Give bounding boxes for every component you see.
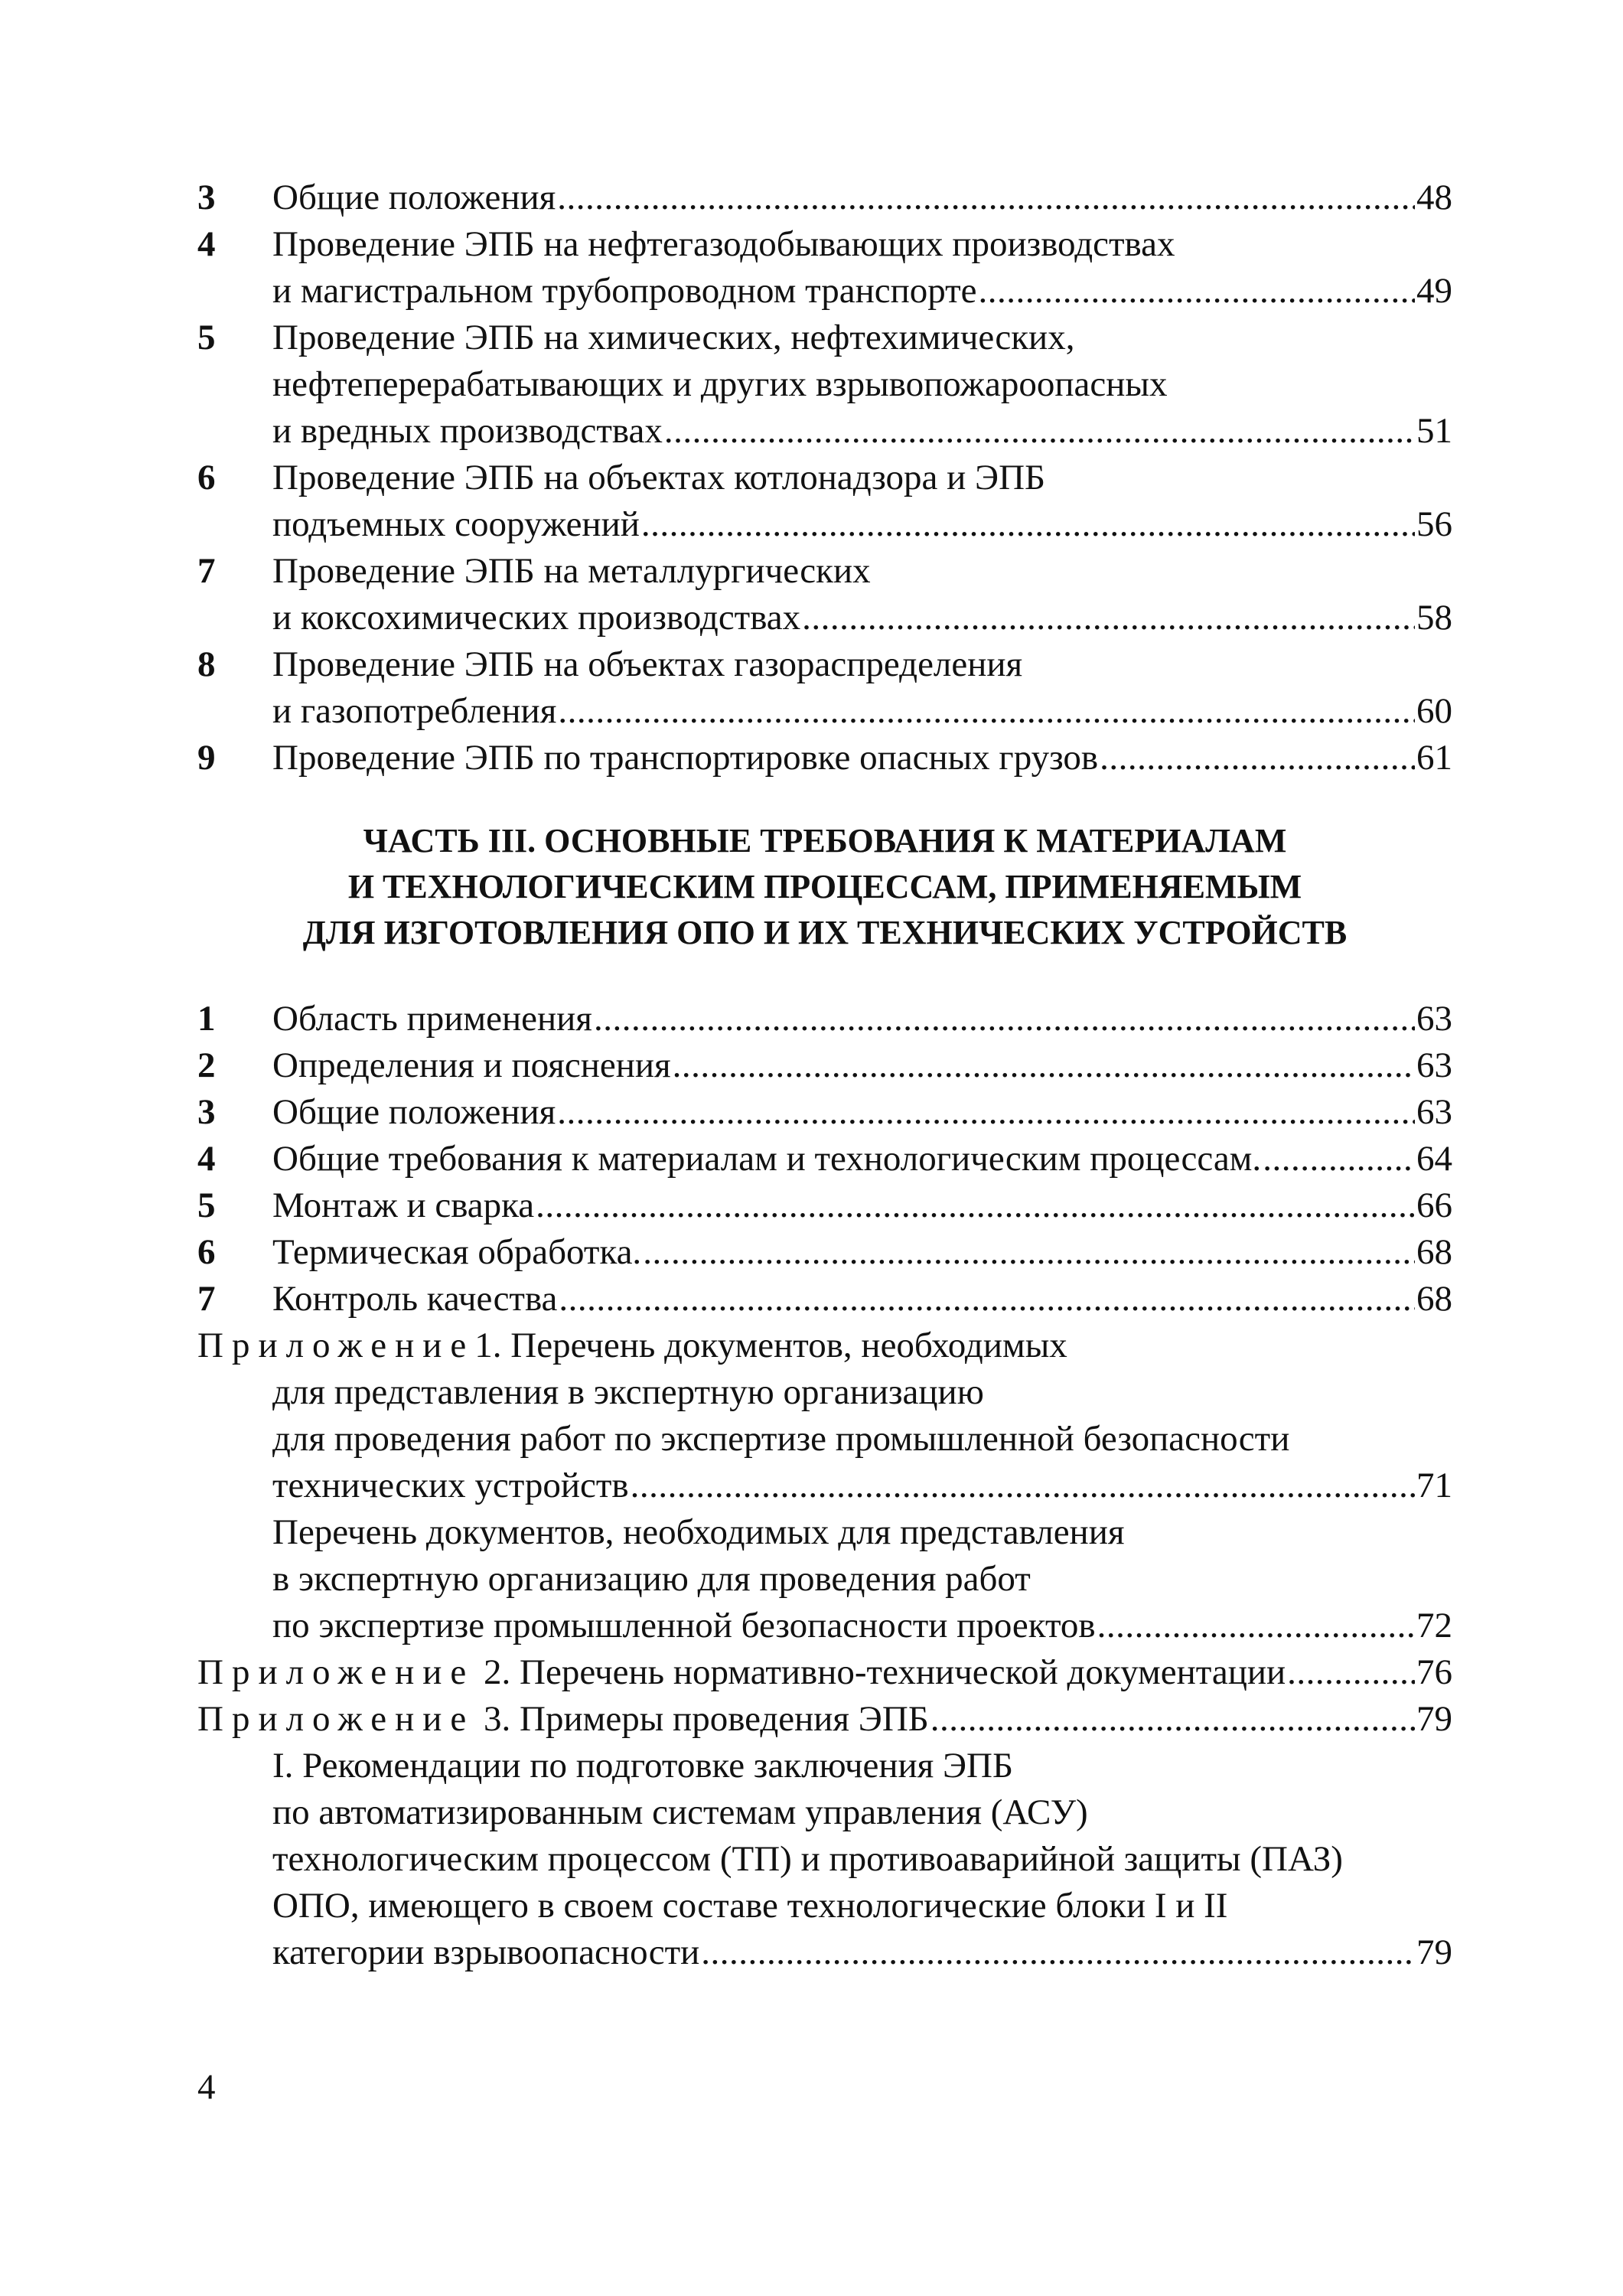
part-heading-line: ДЛЯ ИЗГОТОВЛЕНИЯ ОПО И ИХ ТЕХНИЧЕСКИХ УСТРОЙСТВ: [302, 914, 1348, 951]
toc-item-2-6: [197, 455, 1452, 548]
toc-item-2-9: [197, 735, 1452, 781]
toc-page-number: 64: [1416, 1139, 1452, 1179]
toc-item-3-1: [197, 996, 1452, 1042]
dot-leader: [643, 1229, 1415, 1276]
appendix-title-line: технических устройств: [272, 1466, 629, 1505]
toc-item-number: 4: [197, 224, 216, 264]
toc-item-title-line: Проведение ЭПБ на нефтегазодобывающих производствах: [272, 224, 1175, 264]
toc-item-number: 9: [197, 738, 216, 778]
dot-leader: [979, 268, 1415, 315]
toc-appendix-3: [197, 1696, 1452, 1976]
toc-item-3-5: [197, 1182, 1452, 1229]
toc-page-number: 79: [1416, 1932, 1452, 1972]
toc-item-number: 3: [197, 178, 216, 217]
toc-page-number: 72: [1416, 1606, 1452, 1645]
toc-item-title: Общие требования к материалам и технологическим процессам.: [272, 1139, 1262, 1179]
toc-page-number: 49: [1416, 271, 1452, 311]
dot-leader: [802, 595, 1415, 641]
dot-leader: [701, 1929, 1415, 1976]
toc-appendix-1: [197, 1322, 1452, 1649]
toc-item-number: 4: [197, 1139, 216, 1179]
dot-leader: [536, 1182, 1415, 1229]
toc-page-number: 68: [1416, 1232, 1452, 1272]
dot-leader: [557, 1089, 1415, 1136]
toc-page-number: 48: [1416, 178, 1452, 217]
toc-item-number: 3: [197, 1092, 216, 1132]
dot-leader: [559, 1276, 1415, 1322]
appendix-subitem-line: ОПО, имеющего в своем составе технологические блоки I и II: [272, 1886, 1228, 1926]
toc-page-number: 58: [1416, 598, 1452, 638]
toc-item-title-line: Проведение ЭПБ на объектах газораспределения: [272, 644, 1023, 684]
dot-leader: [631, 1463, 1415, 1509]
toc-page-number: 60: [1416, 691, 1452, 731]
appendix-subitem-line: по автоматизированным системам управления (АСУ): [272, 1792, 1088, 1832]
toc-item-number: 5: [197, 1186, 216, 1225]
toc-page-number: 61: [1416, 738, 1452, 778]
appendix-title-line: для проведения работ по экспертизе промышленной безопасности: [272, 1419, 1290, 1459]
appendix-title-line: в экспертную организацию для проведения работ: [272, 1559, 1031, 1599]
toc-item-2-5: [197, 315, 1452, 455]
toc-item-title-line: и магистральном трубопроводном транспорте: [272, 271, 977, 311]
toc-item-number: 8: [197, 644, 216, 684]
toc-item-number: 2: [197, 1045, 216, 1085]
dot-leader: [594, 996, 1415, 1042]
toc-item-title: Общие положения: [272, 1092, 556, 1132]
toc-item-number: 6: [197, 1232, 216, 1272]
dot-leader: [930, 1696, 1415, 1743]
toc-item-title-line: и вредных производствах: [272, 411, 663, 451]
toc-item-title-line: и коксохимических производствах: [272, 598, 801, 638]
toc-item-number: 7: [197, 551, 216, 591]
toc-item-title: Термическая обработка.: [272, 1232, 642, 1272]
appendix-subitem-line: I. Рекомендации по подготовке заключения ЭПБ: [272, 1746, 1013, 1786]
part-3-heading: [197, 818, 1452, 956]
table-of-contents: [197, 174, 1452, 1976]
toc-item-3-3: [197, 1089, 1452, 1136]
appendix-subitem-line: технологическим процессом (ТП) и противоаварийной защиты (ПАЗ): [272, 1839, 1343, 1879]
appendix-title-line: Перечень документов, необходимых для представления: [272, 1512, 1125, 1552]
toc-item-number: 7: [197, 1279, 216, 1319]
toc-page-number: 76: [1416, 1652, 1452, 1692]
toc-page-number: 68: [1416, 1279, 1452, 1319]
appendix-title: 2. Перечень нормативно-технической документации: [474, 1652, 1286, 1692]
toc-item-title-line: Проведение ЭПБ на химических, нефтехимических,: [272, 318, 1075, 357]
dot-leader: [1097, 1603, 1415, 1649]
dot-leader: [557, 174, 1415, 221]
toc-item-2-7: [197, 548, 1452, 641]
dot-leader: [673, 1042, 1415, 1089]
toc-item-title: Определения и пояснения: [272, 1045, 671, 1085]
toc-item-title-line: и газопотребления: [272, 691, 557, 731]
toc-item-3-7: [197, 1276, 1452, 1322]
toc-page-number: 63: [1416, 1045, 1452, 1085]
toc-item-title-line: нефтеперерабатывающих и других взрывопожароопасных: [272, 364, 1168, 404]
toc-page-number: 79: [1416, 1699, 1452, 1739]
toc-part3-list: [197, 996, 1452, 1322]
page-number: 4: [197, 2067, 216, 2107]
toc-item-title: Область применения: [272, 999, 592, 1039]
dot-leader: [1263, 1136, 1415, 1182]
appendix-title-line: для представления в экспертную организацию: [272, 1372, 984, 1412]
dot-leader: [1100, 735, 1415, 781]
toc-item-title: Проведение ЭПБ по транспортировке опасных грузов: [272, 738, 1099, 778]
toc-page-number: 66: [1416, 1186, 1452, 1225]
toc-item-title: Монтаж и сварка: [272, 1186, 535, 1225]
toc-appendix-2: [197, 1649, 1452, 1696]
toc-item-title: Контроль качества: [272, 1279, 558, 1319]
toc-item-title-line: Проведение ЭПБ на объектах котлонадзора и ЭПБ: [272, 458, 1046, 497]
toc-item-2-3: [197, 174, 1452, 221]
toc-item-number: 1: [197, 999, 216, 1039]
toc-page-number: 63: [1416, 999, 1452, 1039]
toc-item-2-4: [197, 221, 1452, 315]
toc-page-number: 51: [1416, 411, 1452, 451]
appendix-title-line: по экспертизе промышленной безопасности проектов: [272, 1606, 1096, 1645]
appendix-label: Приложение: [197, 1699, 475, 1739]
toc-page-number: 71: [1416, 1466, 1452, 1505]
toc-page-number: 63: [1416, 1092, 1452, 1132]
dot-leader: [664, 408, 1415, 455]
toc-part2-list: [197, 174, 1452, 781]
part-heading-line: ЧАСТЬ III. ОСНОВНЫЕ ТРЕБОВАНИЯ К МАТЕРИАЛАМ: [363, 822, 1287, 859]
appendix-label: Приложение: [197, 1652, 475, 1692]
part-heading-line: И ТЕХНОЛОГИЧЕСКИМ ПРОЦЕССАМ, ПРИМЕНЯЕМЫМ: [347, 868, 1302, 905]
toc-item-number: 5: [197, 318, 216, 357]
toc-item-3-4: [197, 1136, 1452, 1182]
appendix-title: 3. Примеры проведения ЭПБ: [474, 1699, 929, 1739]
toc-page-number: 56: [1416, 504, 1452, 544]
appendix-subitem-line: категории взрывоопасности: [272, 1932, 700, 1972]
dot-leader: [1287, 1649, 1415, 1696]
toc-item-number: 6: [197, 458, 216, 497]
toc-item-2-8: [197, 641, 1452, 735]
toc-item-title: Общие положения: [272, 178, 556, 217]
toc-item-title-line: подъемных сооружений: [272, 504, 640, 544]
dot-leader: [558, 688, 1415, 735]
toc-item-3-2: [197, 1042, 1452, 1089]
dot-leader: [641, 501, 1415, 548]
appendix-label: Приложение: [197, 1326, 475, 1365]
appendix-title-line: 1. Перечень документов, необходимых: [474, 1326, 1067, 1365]
toc-item-title-line: Проведение ЭПБ на металлургических: [272, 551, 871, 591]
toc-item-3-6: [197, 1229, 1452, 1276]
